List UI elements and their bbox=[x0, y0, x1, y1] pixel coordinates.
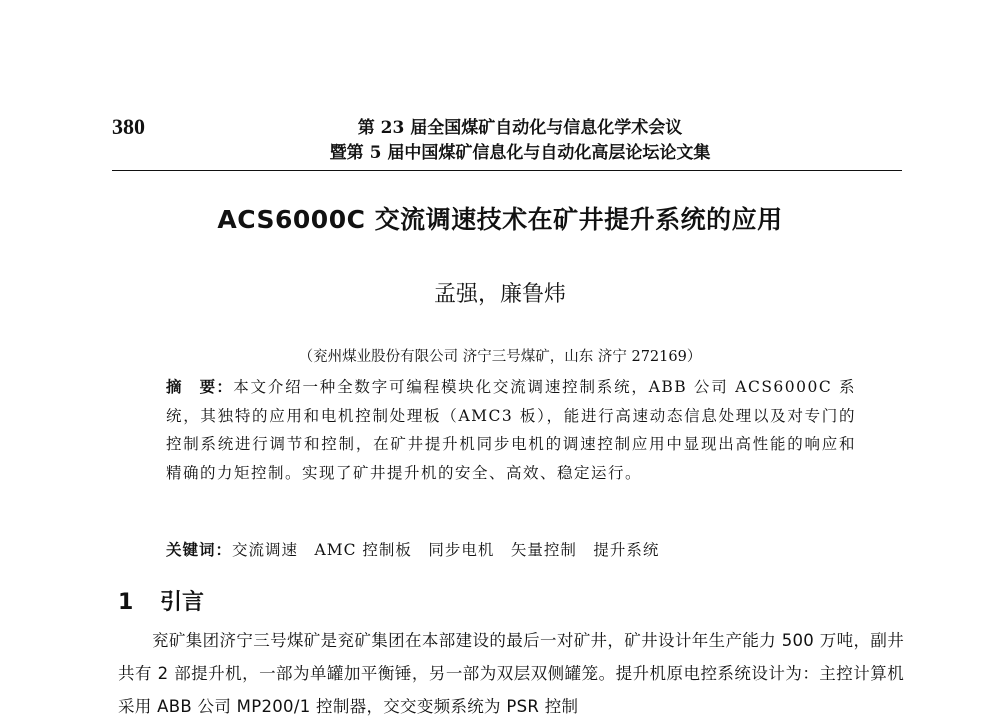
abstract-label: 摘 要： bbox=[166, 378, 234, 396]
conference-title-line2: 暨第 5 届中国煤矿信息化与自动化高层论坛论文集 bbox=[329, 143, 711, 163]
keywords bbox=[166, 538, 856, 560]
body-paragraph: 兖矿集团济宁三号煤矿是兖矿集团在本部建设的最后一对矿井，矿井设计年生产能力 500 万吨，副井共有 2 部提升机，一部为单罐加平衡锤，另一部为双层双侧罐笼。提升机原电控系统设计为：主控计算机采用 ABB 公司 MP200/1 控制器，交交变频系统为 PSR 控制 bbox=[118, 631, 904, 716]
section-title: 引言 bbox=[160, 590, 205, 615]
paper-title: ACS6000C 交流调速技术在矿井提升系统的应用 bbox=[217, 205, 783, 234]
authors: 孟强，廉鲁炜 bbox=[433, 282, 566, 307]
keywords-label: 关键词： bbox=[166, 541, 233, 559]
header-divider bbox=[112, 170, 902, 171]
abstract bbox=[166, 373, 856, 487]
abstract-text: 本文介绍一种全数字可编程模块化交流调速控制系统，ABB 公司 ACS6000C 系统，其独特的应用和电机控制处理板（AMC3 板），能进行高速动态信息处理以及对专门的控制系统进行调节和控制，在矿井提升机同步电机的调速控制应用中显现出高性能的响应和精确的力矩控制。实现了矿井提升机的安全、高效、稳定运行。 bbox=[166, 378, 856, 482]
section-number: 1 bbox=[118, 590, 134, 615]
running-header bbox=[290, 116, 750, 166]
page-number: 380 bbox=[112, 114, 145, 139]
keywords-text: 交流调速 AMC 控制板 同步电机 矢量控制 提升系统 bbox=[232, 541, 660, 559]
section-heading bbox=[118, 585, 204, 616]
affiliation: （兖州煤业股份有限公司 济宁三号煤矿，山东 济宁 272169） bbox=[298, 349, 702, 365]
conference-title-line1: 第 23 届全国煤矿自动化与信息化学术会议 bbox=[357, 118, 683, 138]
